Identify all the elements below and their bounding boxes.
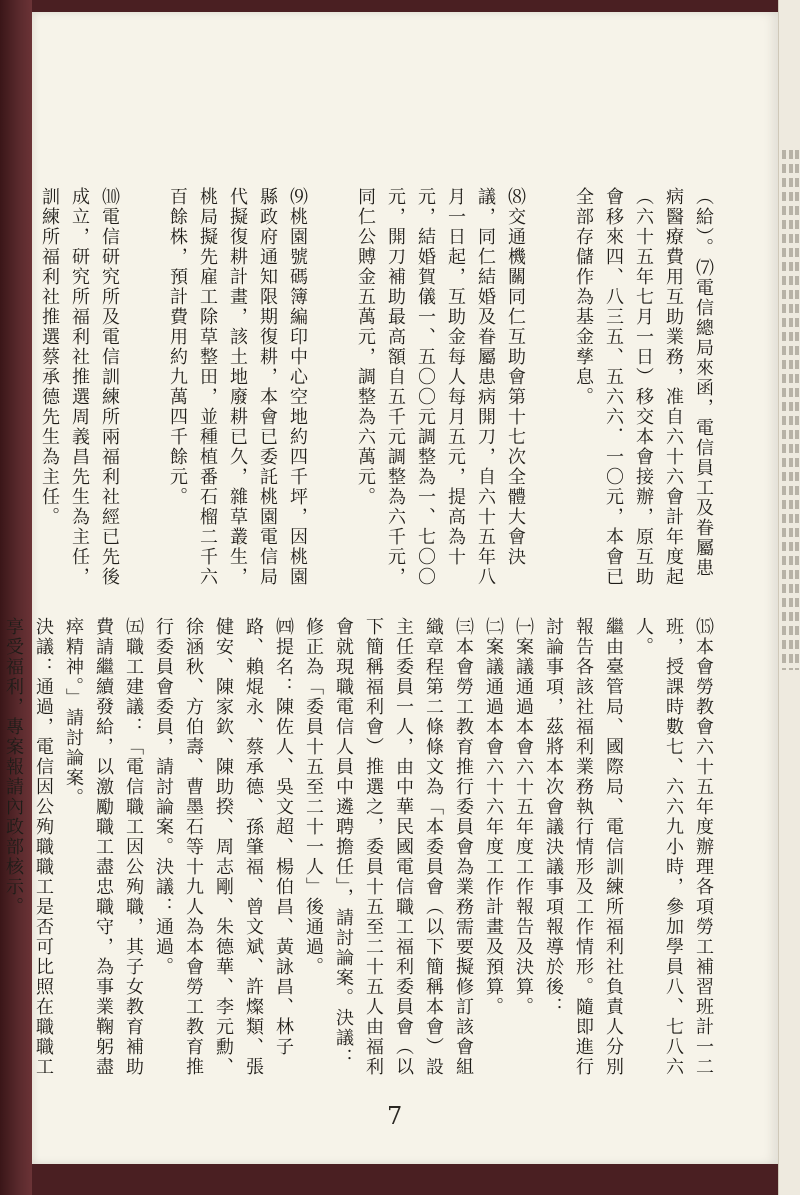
paragraph: 繼由臺管局、國際局、電信訓練所福利社負責人分別報告各該社福利業務執行情形及工作情形。隨即進行討論事項，茲將本次會議決議事項報導於後：	[543, 617, 624, 1077]
paragraph: ㈡案議通過本會六十六年度工作計畫及預算。	[483, 617, 504, 1017]
paragraph: ⑻交通機關同仁互助會第十七次全體大會決議，同仁結婚及眷屬患病開刀，自六十五年八月一日起，互助金每人每月五元，提高為十元，結婚賀儀一、五〇〇元調整為一、七〇〇元，開刀補助最高額自五千元調整為六千元，同仁公賻金五萬元，調整為六萬元。	[355, 187, 526, 587]
paragraph: ㈢本會勞工教育推行委員會為業務需要擬修訂該會組織章程第二條條文為「本委員會（以下簡稱本會）設主任委員一人，由中華民國電信職工福利委員會（以下簡稱福利會）推選之，委員十五至二十五人由福利會就現職電信人員中遴聘擔任」，請討論案。決議：修正為「委員十五至二十一人」後通過。	[303, 617, 474, 1077]
book-page	[3, 12, 778, 1164]
adjacent-page-edge	[778, 0, 800, 1195]
paragraph: ⑽電信研究所及電信訓練所兩福利社經已先後成立，研究所福利社推選周義昌先生為主任，訓練所福利社推選蔡承德先生為主任。	[39, 187, 120, 587]
paragraph: ㈤職工建議：「電信職工因公殉職，其子女教育補助費請繼續發給，以激勵職工盡忠職守，為事業鞠躬盡瘁精神。」請討論案。	[63, 617, 144, 1077]
paragraph: ⒂本會勞教會六十五年度辦理各項勞工補習班計一二班，授課時數七、六六九小時，參加學員八、七八六人。	[633, 617, 714, 1077]
lower-text-section	[0, 617, 718, 1087]
paragraph: ⑼桃園號碼簿編印中心空地約四千坪，因桃園縣政府通知限期復耕，本會已委託桃園電信局代擬復耕計畫，該土地廢耕已久，雜草叢生，桃局擬先雇工除草整田，並種植番石榴二千六百餘株，預計費用約九萬四千餘元。	[167, 187, 308, 587]
bleed-through-text	[795, 150, 799, 670]
page-number: 7	[387, 1102, 403, 1130]
paragraph: （給）。⑺電信總局來函，電信員工及眷屬患病醫療費用互助業務，准自六十六會計年度起（六十五年七月一日）移交本會接辦，原互助會移來四、八三五、五六六．一〇元，本會已全部存儲作為基金孳息。	[573, 187, 714, 587]
paragraph: 決議：通過，電信因公殉職職工是否可比照在職職工享受福利，專案報請內政部核示。	[3, 617, 54, 1077]
bleed-through-text	[789, 150, 793, 670]
paragraph: ㈠案議通過本會六十五年度工作報告及決算。	[513, 617, 534, 1017]
paragraph: ㈣提名：陳佐人、吳文超、楊伯昌、黃詠昌、林子路、賴焜永、蔡承德、孫肇福、曾文斌、許燦類、張健安、陳家欽、陳助揆、周志剛、朱德華、李元勳、徐涵秋、方伯壽、曹墨石等十九人為本會勞工教育推行委員會委員，請討論案。決議：通過。	[153, 617, 294, 1077]
upper-text-section	[0, 187, 718, 587]
bleed-through-text	[782, 150, 786, 670]
